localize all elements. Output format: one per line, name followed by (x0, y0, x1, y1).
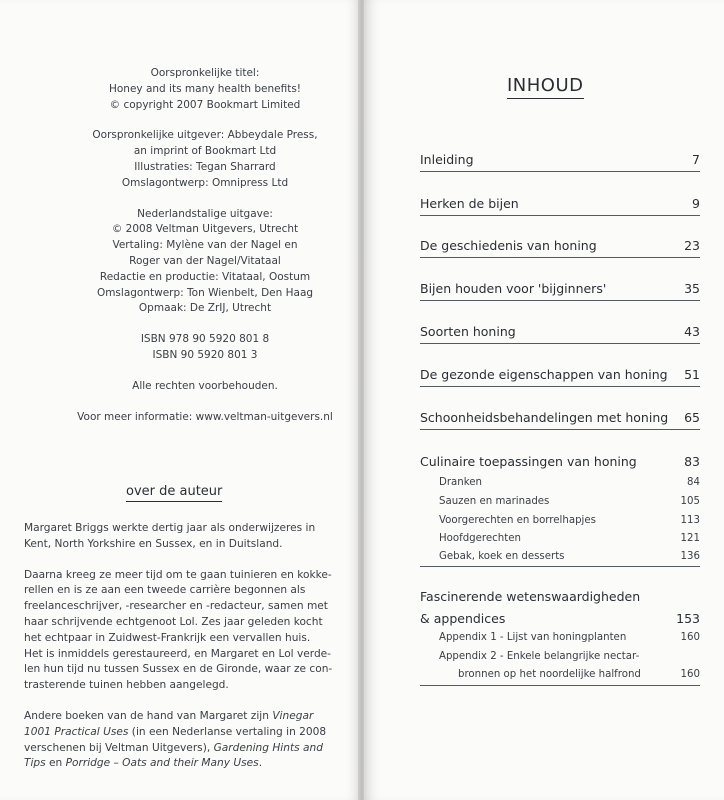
toc-entry-label: Bijen houden voor 'bijginners' (420, 281, 607, 296)
colophon-line: Omslagontwerp: Omnipress Ltd (121, 176, 289, 189)
book-title-practical-uses: 1001 Practical Uses (24, 725, 129, 738)
rights-line: Alle rechten voorbehouden. (132, 379, 278, 392)
bio-line: Margaret Briggs werkte dertig jaar als onderwijzeres in (24, 522, 316, 534)
info-block (40, 410, 370, 426)
toc-subentry-page: 160 (680, 632, 700, 643)
toc-subentry-page: 105 (680, 496, 700, 507)
toc-entry (420, 238, 700, 258)
toc-entry-label: Schoonheidsbehandelingen met honing (420, 410, 669, 425)
bio-line: rellen en is ze aan een tweede carrière begonnen als (24, 584, 306, 597)
colophon-line: © copyright 2007 Bookmart Limited (109, 98, 301, 111)
toc-entry-label: Culinaire toepassingen van honing (420, 454, 637, 469)
isbn-block (40, 332, 370, 364)
colophon-line: Oorspronkelijke titel: (150, 67, 260, 79)
toc-subentry-label: Appendix 2 - Enkele belangrijke nectar- (439, 651, 640, 662)
colophon-line: Opmaak: De ZrIJ, Utrecht (138, 302, 272, 315)
toc-entry-page: 9 (692, 196, 700, 211)
toc-entry-page: 23 (684, 238, 700, 253)
bio-paragraph (24, 521, 324, 553)
toc-entry-page: 35 (684, 281, 700, 296)
toc-subentry-page: 113 (680, 515, 700, 526)
bio-line (24, 725, 327, 741)
isbn-line: ISBN 90 5920 801 3 (152, 348, 258, 361)
bio-line: trasterende tuinen hebben aangelegd. (24, 679, 229, 692)
bio-line: Het is inmiddels gerestaureerd, en Margaret en Lol verde- (24, 647, 332, 660)
toc-entry (420, 410, 700, 430)
colophon-line: Nederlandstalige uitgave: (137, 207, 273, 220)
toc-subentry-label: bronnen op het noordelijke halfrond (458, 669, 641, 680)
colophon-line: Omslagontwerp: Ton Wienbelt, Den Haag (96, 286, 314, 299)
toc-subentry (439, 651, 700, 662)
bio-paragraph (24, 709, 327, 772)
colophon-line: Redactie en productie: Vitataal, Oostum (99, 270, 311, 283)
toc-subentry (439, 496, 700, 507)
toc-entry (420, 152, 700, 172)
toc-subentry-page: 136 (680, 551, 700, 562)
dutch-edition-block (40, 207, 370, 318)
toc-entry-label: Herken de bijen (420, 196, 519, 211)
colophon-line: Roger van der Nagel/Vitataal (129, 254, 281, 267)
bio-line (24, 741, 324, 757)
bio-line: Daarna kreeg ze meer tijd om te gaan tuinieren en kokke- (24, 568, 332, 581)
isbn-line: ISBN 978 90 5920 801 8 (140, 333, 270, 346)
toc-subentry-label: Appendix 1 - Lijst van honingplanten (439, 632, 627, 643)
toc-entry-page: 7 (692, 152, 700, 167)
toc-title: INHOUD (507, 75, 584, 99)
toc-subentry-label: Dranken (439, 477, 482, 488)
toc-subentry-page: 160 (680, 669, 700, 680)
bio-text: verschenen bij Veltman Uitgevers), (24, 741, 214, 754)
original-title-block (40, 66, 370, 113)
colophon-line: Illustraties: Tegan Sharrard (134, 160, 276, 173)
colophon-line: an imprint of Bookmart Ltd (133, 145, 277, 158)
toc-subentry-label: Gebak, koek en desserts (439, 551, 565, 562)
toc-subentry-label: Voorgerechten en borrelhapjes (439, 515, 596, 526)
toc-entry-label: De gezonde eigenschappen van honing (420, 367, 668, 382)
colophon-line: Oorspronkelijke uitgever: Abbeydale Press, (92, 129, 318, 142)
colophon-line: Honey and its many health benefits! (108, 82, 301, 95)
toc-subentry (439, 515, 700, 526)
toc-subentry-label: Sauzen en marinades (439, 496, 550, 507)
toc-entry-page: 83 (684, 454, 700, 469)
toc-subentry-label: Hoofdgerechten (439, 533, 521, 544)
colophon-line: © 2008 Veltman Uitgevers, Utrecht (111, 223, 299, 236)
bio-text: . (258, 757, 263, 770)
bio-text: (in een Nederlanse vertaling in 2008 (128, 725, 327, 738)
bio-line: freelanceschrijver, -researcher en -redacteur, samen met (24, 600, 328, 613)
toc-subentry-page: 84 (687, 477, 700, 488)
toc-entry-page: 65 (684, 410, 700, 425)
toc-entry (420, 367, 700, 387)
toc-entry-page: 153 (676, 611, 700, 626)
toc-subentry-page: 121 (680, 533, 700, 544)
toc-entry-label: De geschiedenis van honing (420, 238, 597, 253)
toc-subentry (439, 477, 700, 488)
toc-subentry (439, 632, 700, 643)
toc-entry (420, 611, 700, 626)
info-line: Voor meer informatie: www.veltman-uitgevers.nl (77, 410, 333, 423)
toc-entry (420, 589, 700, 604)
author-heading: over de auteur (126, 484, 222, 502)
toc-entry-label: Inleiding (420, 152, 474, 167)
toc-entry (420, 324, 700, 344)
toc-entry-label: Soorten honing (420, 324, 516, 339)
bio-line: het echtpaar in Zuidwest-Frankrijk een vervallen huis. (24, 631, 311, 644)
book-title-gardening: Gardening Hints and (213, 741, 323, 754)
bio-line: Kent, North Yorkshire en Sussex, en in Duitsland. (24, 537, 283, 550)
bio-text: Andere boeken van de hand van Margaret zijn (24, 709, 273, 722)
book-title-tips: Tips (24, 757, 46, 770)
toc-entry (420, 454, 700, 469)
toc-subentry (420, 551, 700, 567)
bio-text: en (45, 757, 66, 770)
author-bio (24, 521, 333, 787)
bio-line (24, 756, 324, 772)
bio-line (24, 709, 324, 725)
rights-block (40, 379, 370, 395)
original-publisher-block (40, 128, 370, 191)
book-title-porridge: Porridge – Oats and their Many Uses (65, 757, 259, 770)
toc-entry (420, 281, 700, 301)
colophon (40, 66, 370, 440)
book-title-vinegar: Vinegar (272, 709, 314, 722)
toc-entry-label: Fascinerende wetenswaardigheden (420, 589, 641, 604)
toc-entry (420, 196, 700, 216)
colophon-line: Vertaling: Mylène van der Nagel en (112, 239, 298, 252)
bio-line: len hun tijd nu tussen Sussex en de Gironde, waar ze con- (24, 663, 333, 676)
toc-entry-label: & appendices (420, 611, 506, 626)
toc-subentry (420, 669, 700, 686)
toc-entry-page: 43 (684, 324, 700, 339)
toc-entry-page: 51 (684, 367, 700, 382)
bio-line: haar schrijvende echtgenoot Lol. Zes jaar geleden kocht (24, 615, 323, 628)
toc-subentry (439, 533, 700, 544)
bio-paragraph (24, 568, 333, 694)
